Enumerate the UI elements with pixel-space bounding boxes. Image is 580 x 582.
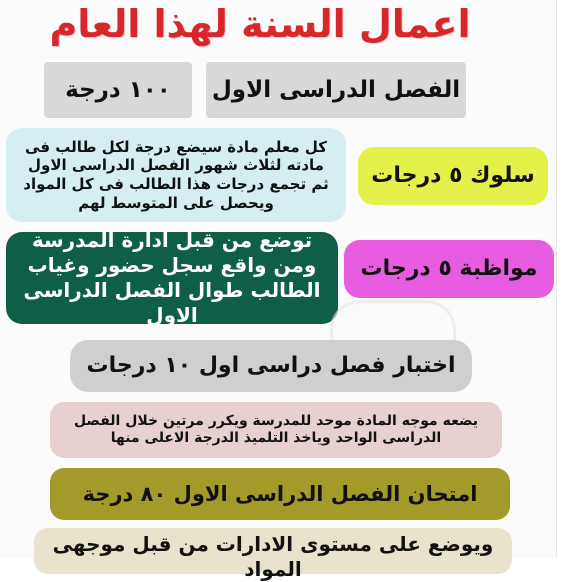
behavior-label: سلوك ٥ درجات — [358, 147, 548, 205]
exam-label: امتحان الفصل الدراسى الاول ٨٠ درجة — [50, 468, 510, 520]
test-label: اختبار فصل دراسى اول ١٠ درجات — [70, 340, 472, 392]
attendance-label: مواظبة ٥ درجات — [344, 240, 554, 298]
total-marks-box: ١٠٠ درجة — [44, 62, 192, 118]
attendance-note: توضع من قبل ادارة المدرسة ومن واقع سجل حضور وغياب الطالب طوال الفصل الدراسى الاول — [6, 232, 338, 324]
behavior-note: كل معلم مادة سيضع درجة لكل طالب فى مادته لثلاث شهور الفصل الدراسى الاول ثم تجمع درجات هذا الطالب فى كل المواد ويحصل على المتوسط لهم — [6, 128, 346, 222]
page-margin — [556, 0, 580, 558]
term-box: الفصل الدراسى الاول — [206, 62, 466, 118]
exam-note: ويوضع على مستوى الادارات من قبل موجهى المواد — [34, 528, 512, 574]
divider — [556, 0, 557, 558]
page-title: اعمال السنة لهذا العام — [49, 2, 471, 46]
test-note: يضعه موجه المادة موحد للمدرسة ويكرر مرتين خلال الفصل الدراسى الواحد وياخذ التلميذ الدرجة الاعلى منها — [50, 402, 502, 458]
